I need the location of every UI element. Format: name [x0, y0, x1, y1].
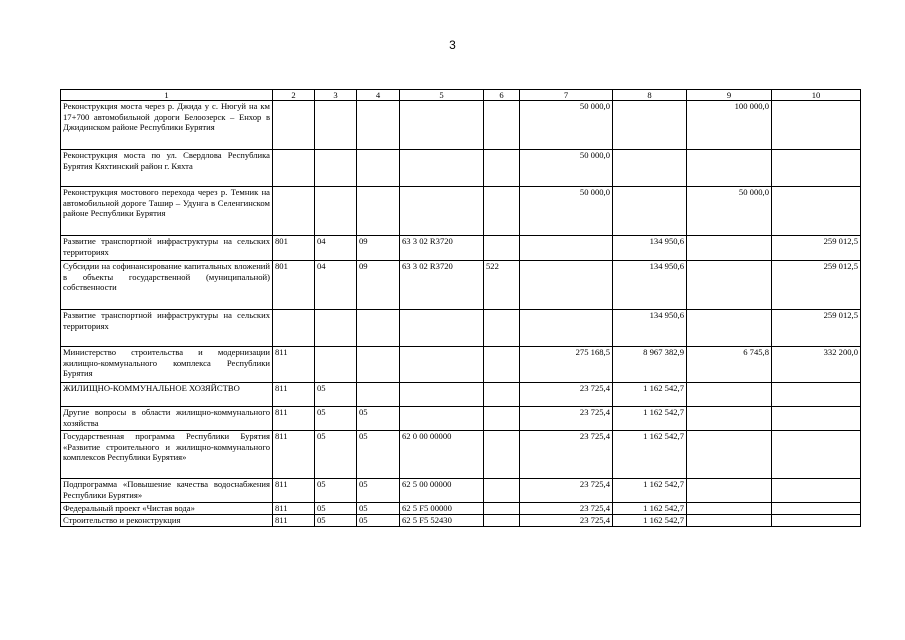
table-cell [772, 515, 861, 527]
table-cell [273, 187, 315, 236]
table-row [61, 187, 861, 236]
table-row [61, 310, 861, 347]
table-cell [484, 383, 520, 407]
table-row [61, 503, 861, 515]
table-cell: 50 000,0 [520, 187, 613, 236]
page-number: 3 [449, 38, 456, 52]
table-row [61, 383, 861, 407]
table-cell [484, 347, 520, 383]
table-cell: 1 162 542,7 [613, 431, 687, 479]
header-cell: 4 [357, 90, 400, 101]
table-cell: 1 162 542,7 [613, 515, 687, 527]
table-cell: 259 012,5 [772, 261, 861, 310]
table-cell: 62 5 F5 00000 [400, 503, 484, 515]
table-row [61, 150, 861, 187]
table-cell [772, 479, 861, 503]
table-cell [400, 407, 484, 431]
table-cell [687, 515, 772, 527]
table-cell [772, 187, 861, 236]
table-cell [772, 101, 861, 150]
table-cell [520, 310, 613, 347]
table-cell [687, 479, 772, 503]
header-cell: 6 [484, 90, 520, 101]
table-cell: 05 [357, 479, 400, 503]
table-cell: 05 [315, 479, 357, 503]
table-cell: 04 [315, 236, 357, 261]
table-cell: 23 725,4 [520, 479, 613, 503]
table-cell: 09 [357, 236, 400, 261]
table-cell [687, 431, 772, 479]
row-name-cell: Государственная программа Республики Бурятия «Развитие строительного и жилищно-коммунального комплексов Республики Бурятия» [61, 431, 273, 479]
table-cell [400, 383, 484, 407]
row-name-cell: Реконструкция моста по ул. Свердлова Республика Бурятия Кяхтинский район г. Кяхта [61, 150, 273, 187]
table-cell: 05 [315, 383, 357, 407]
table-cell: 801 [273, 261, 315, 310]
table-cell [484, 479, 520, 503]
table-cell: 23 725,4 [520, 503, 613, 515]
row-name-cell: Субсидии на софинансирование капитальных вложений в объекты государственной (муниципальной) собственности [61, 261, 273, 310]
header-cell: 7 [520, 90, 613, 101]
table-cell [520, 261, 613, 310]
table-cell [400, 101, 484, 150]
header-row [61, 90, 861, 101]
table-cell [273, 101, 315, 150]
table-cell: 134 950,6 [613, 261, 687, 310]
table-cell [613, 101, 687, 150]
table-row [61, 101, 861, 150]
table-cell [772, 383, 861, 407]
table-cell [613, 150, 687, 187]
row-name-cell: Другие вопросы в области жилищно-коммунального хозяйства [61, 407, 273, 431]
table-cell: 05 [357, 503, 400, 515]
table-cell: 05 [357, 407, 400, 431]
row-name-cell: Министерство строительства и модернизации жилищно-коммунального комплекса Республики Бурятия [61, 347, 273, 383]
table-cell: 50 000,0 [520, 150, 613, 187]
table-row [61, 431, 861, 479]
table-cell [772, 407, 861, 431]
table-cell [315, 101, 357, 150]
table-cell: 05 [357, 515, 400, 527]
header-cell: 1 [61, 90, 273, 101]
table-cell: 6 745,8 [687, 347, 772, 383]
table-cell [357, 347, 400, 383]
table-row [61, 407, 861, 431]
table-cell: 05 [315, 431, 357, 479]
table-cell [484, 407, 520, 431]
header-cell: 5 [400, 90, 484, 101]
table-cell [315, 310, 357, 347]
table-cell [687, 310, 772, 347]
table-cell: 811 [273, 407, 315, 431]
table-cell: 50 000,0 [520, 101, 613, 150]
table-cell: 05 [315, 515, 357, 527]
table-cell: 1 162 542,7 [613, 503, 687, 515]
table-cell: 801 [273, 236, 315, 261]
table-cell [484, 101, 520, 150]
table-cell: 332 200,0 [772, 347, 861, 383]
row-name-cell: Реконструкция моста через р. Джида у с. Нюгуй на км 17+700 автомобильной дороги Белоозерск – Енхор в Джидинском районе Республики Бурятия [61, 101, 273, 150]
table-row [61, 236, 861, 261]
table-cell: 811 [273, 515, 315, 527]
row-name-cell: Подпрограмма «Повышение качества водоснабжения Республики Бурятия» [61, 479, 273, 503]
table-cell [484, 236, 520, 261]
table-cell: 05 [315, 407, 357, 431]
table-cell: 259 012,5 [772, 236, 861, 261]
table-cell: 23 725,4 [520, 515, 613, 527]
table-cell: 522 [484, 261, 520, 310]
table-cell [484, 515, 520, 527]
table-cell [357, 150, 400, 187]
table-cell: 275 168,5 [520, 347, 613, 383]
table-cell [484, 187, 520, 236]
table-cell [687, 383, 772, 407]
table-cell: 8 967 382,9 [613, 347, 687, 383]
table-cell: 09 [357, 261, 400, 310]
table-cell [687, 236, 772, 261]
table-cell [687, 407, 772, 431]
table-cell: 23 725,4 [520, 431, 613, 479]
table-cell: 100 000,0 [687, 101, 772, 150]
table-cell: 04 [315, 261, 357, 310]
table-cell [520, 236, 613, 261]
row-name-cell: Строительство и реконструкция [61, 515, 273, 527]
table-cell [273, 150, 315, 187]
table-cell: 1 162 542,7 [613, 407, 687, 431]
table-cell: 1 162 542,7 [613, 479, 687, 503]
table-cell [357, 383, 400, 407]
header-cell: 2 [273, 90, 315, 101]
table-cell [357, 310, 400, 347]
row-name-cell: Развитие транспортной инфраструктуры на сельских территориях [61, 310, 273, 347]
table-cell [613, 187, 687, 236]
header-cell: 8 [613, 90, 687, 101]
table-cell [772, 431, 861, 479]
table-cell: 259 012,5 [772, 310, 861, 347]
table-cell: 811 [273, 383, 315, 407]
table-cell: 62 5 00 00000 [400, 479, 484, 503]
table-cell [484, 310, 520, 347]
table-cell: 23 725,4 [520, 407, 613, 431]
table-cell: 811 [273, 503, 315, 515]
table-cell [400, 187, 484, 236]
table-cell: 811 [273, 347, 315, 383]
table-cell [400, 347, 484, 383]
table-cell: 50 000,0 [687, 187, 772, 236]
table-cell [772, 150, 861, 187]
table-cell [273, 310, 315, 347]
table-cell [315, 187, 357, 236]
table-cell: 23 725,4 [520, 383, 613, 407]
row-name-cell: Федеральный проект «Чистая вода» [61, 503, 273, 515]
header-cell: 3 [315, 90, 357, 101]
row-name-cell: Реконструкция мостового перехода через р. Темник на автомобильной дороге Ташир – Удунга в Селенгинском районе Республики Бурятия [61, 187, 273, 236]
table-cell [400, 310, 484, 347]
table-cell [484, 431, 520, 479]
table-cell [400, 150, 484, 187]
table-cell [687, 261, 772, 310]
row-name-cell: ЖИЛИЩНО-КОММУНАЛЬНОЕ ХОЗЯЙСТВО [61, 383, 273, 407]
header-cell: 9 [687, 90, 772, 101]
table-cell [484, 150, 520, 187]
table-cell [687, 503, 772, 515]
table-row [61, 347, 861, 383]
table-cell [687, 150, 772, 187]
header-cell: 10 [772, 90, 861, 101]
table-cell: 134 950,6 [613, 236, 687, 261]
table-cell: 63 3 02 R3720 [400, 261, 484, 310]
table-cell [315, 150, 357, 187]
table-cell: 62 0 00 00000 [400, 431, 484, 479]
table-cell: 62 5 F5 52430 [400, 515, 484, 527]
budget-table [60, 89, 861, 527]
table-cell: 811 [273, 479, 315, 503]
table-cell: 1 162 542,7 [613, 383, 687, 407]
table-cell: 63 3 02 R3720 [400, 236, 484, 261]
table-cell: 134 950,6 [613, 310, 687, 347]
table-row [61, 479, 861, 503]
table-cell [357, 101, 400, 150]
table-cell [772, 503, 861, 515]
table-cell [315, 347, 357, 383]
table-cell: 05 [315, 503, 357, 515]
row-name-cell: Развитие транспортной инфраструктуры на сельских территориях [61, 236, 273, 261]
table-row [61, 261, 861, 310]
table-cell [357, 187, 400, 236]
table-cell: 811 [273, 431, 315, 479]
table-cell: 05 [357, 431, 400, 479]
table-cell [484, 503, 520, 515]
table-row [61, 515, 861, 527]
